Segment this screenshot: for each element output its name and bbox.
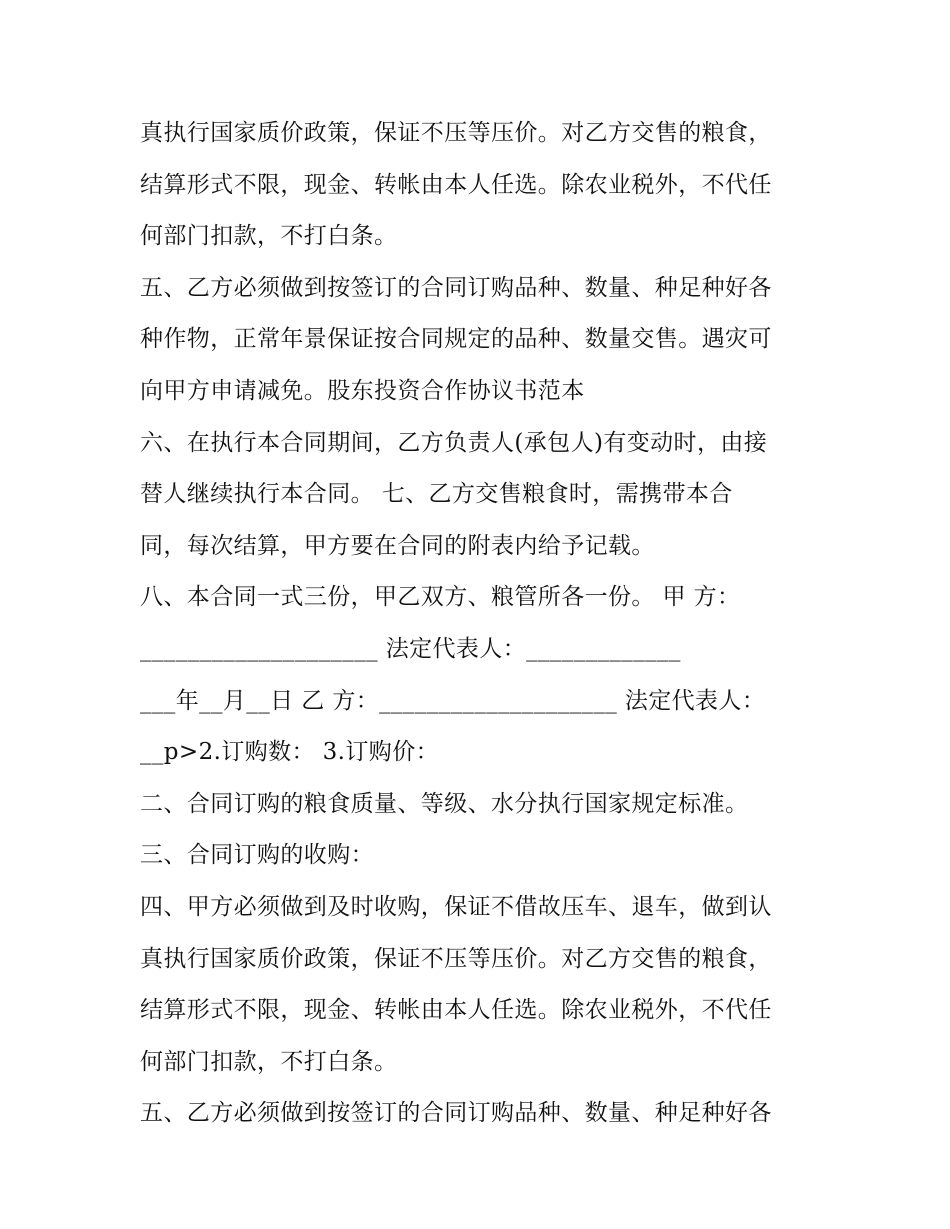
text-line: 真执行国家质价政策，保证不压等压价。对乙方交售的粮食， <box>140 120 772 146</box>
text-line: 八、本合同一式三份，甲乙双方、粮管所各一份。 甲 方： <box>140 584 741 611</box>
text-line: 何部门扣款，不打白条。 <box>140 223 398 250</box>
text-line: 结算形式不限，现金、转帐由本人任选。除农业税外，不代任 <box>140 997 772 1024</box>
text-line: 五、乙方必须做到按签订的合同订购品种、数量、种足种好各 <box>140 1100 772 1127</box>
text-line: 向甲方申请减免。股东投资合作协议书范本 <box>140 377 585 404</box>
text-line: 结算形式不限，现金、转帐由本人任选。除农业税外，不代任 <box>140 171 772 198</box>
text-line: 六、在执行本合同期间，乙方负责人(承包人)有变动时，由接 <box>140 429 768 456</box>
document-body <box>140 108 830 1140</box>
text-line: 四、甲方必须做到及时收购，保证不借故压车、退车，做到认 <box>140 893 772 920</box>
signature-line: ___年__月__日 乙 方：____________________ 法定代表人： <box>140 687 766 714</box>
text-line: 种作物，正常年景保证按合同规定的品种、数量交售。遇灾可 <box>140 326 772 353</box>
text-line: 真执行国家质价政策，保证不压等压价。对乙方交售的粮食， <box>140 945 772 972</box>
text-line: 五、乙方必须做到按签订的合同订购品种、数量、种足种好各 <box>140 274 772 301</box>
signature-line: ____________________ 法定代表人：_____________ <box>140 635 681 662</box>
text-line: 替人继续执行本合同。 七、乙方交售粮食时，需携带本合 <box>140 481 733 508</box>
text-line: 何部门扣款，不打白条。 <box>140 1048 398 1075</box>
text-line: 同，每次结算，甲方要在合同的附表内给予记载。 <box>140 532 655 559</box>
text-line: 三、合同订购的收购： <box>140 842 374 869</box>
text-line: 二、合同订购的粮食质量、等级、水分执行国家规定标准。 <box>140 790 749 817</box>
text-line: __p>2.订购数： 3.订购价： <box>140 739 439 766</box>
